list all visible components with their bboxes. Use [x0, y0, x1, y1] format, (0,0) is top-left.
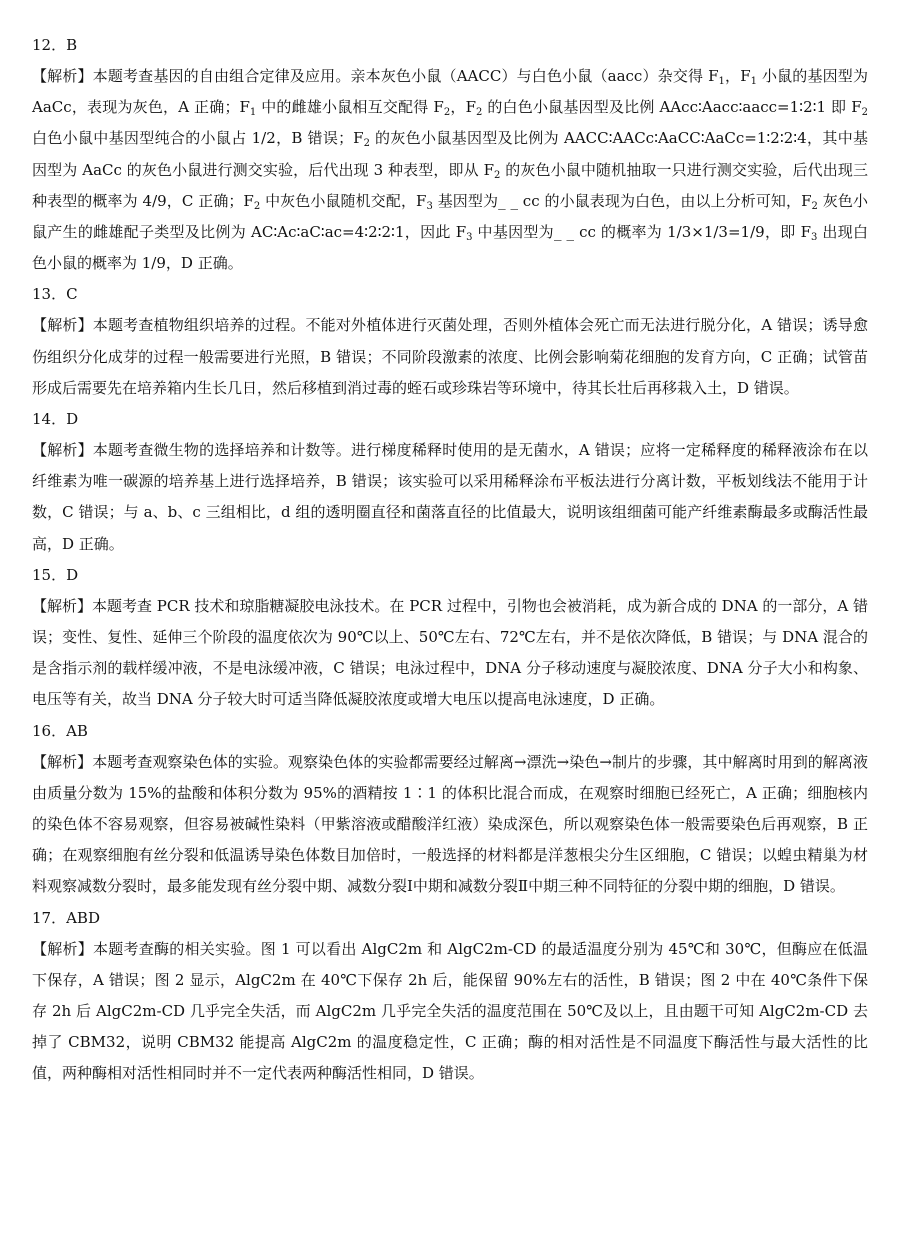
explanation-text	[32, 316, 868, 396]
analysis-tag: 【解析】	[32, 596, 93, 615]
question-13-explanation	[32, 310, 868, 404]
text-run: 中基因型为_ _ cc 的概率为 1/3×1/3=1/9，即 F	[472, 223, 811, 242]
explanation-text	[32, 67, 868, 272]
question-16-explanation	[32, 747, 868, 903]
subscript: 2	[253, 200, 261, 212]
subscript: 2	[363, 138, 370, 150]
explanation-text	[32, 753, 868, 896]
text-run: 基因型为_ _ cc 的小鼠表现为白色，由以上分析可知，F	[432, 191, 812, 210]
text-run: 灰色小鼠产生的雌雄配子类型及比例为 AC∶Ac∶aC∶ac=4∶2∶2∶1，因此 F	[32, 191, 868, 242]
question-12-answer: 12．B	[32, 36, 78, 54]
text-run: 小鼠的基因型为 AaCc，表现为灰色，A 正确；F	[32, 67, 868, 117]
question-17-answer: 17．ABD	[32, 908, 100, 927]
analysis-tag: 【解析】	[32, 441, 93, 460]
subscript: 2	[476, 107, 483, 119]
subscript: 2	[811, 200, 818, 212]
explanation-text	[32, 441, 868, 553]
subscript: 1	[718, 76, 725, 87]
text-run: 本题考查基因的自由组合定律及应用。亲本灰色小鼠（AACC）与白色小鼠（aacc）杂交得 F	[92, 67, 719, 85]
text-run: 本题考查植物组织培养的过程。不能对外植体进行灭菌处理，否则外植体会死亡而无法进行脱分化，A 错误；诱导愈伤组织分化成芽的过程一般需要进行光照，B 错误；不同阶段激素的浓度、比例会影响菊花细胞的发育方向，C 正确；试管苗形成后需要先在培养箱内生长几日，然后移植到消过毒的蛭石或珍珠岩等环境中，待其长壮后再移栽入土，D 错误。	[32, 316, 868, 397]
subscript: 2	[494, 169, 501, 181]
text-run: 中的雌雄小鼠相互交配得 F	[256, 98, 444, 117]
text-run: 的灰色小鼠基因型及比例为 AACC∶AACc∶AaCC∶AaCc=1∶2∶2∶4，其中基因型为 AaCc 的灰色小鼠进行测交实验，后代出现 3 种表型，即从 F	[32, 129, 869, 179]
text-run: ，F	[450, 98, 476, 117]
text-run: 中灰色小鼠随机交配，F	[260, 191, 427, 210]
subscript: 1	[249, 107, 257, 119]
text-run: 的白色小鼠基因型及比例 AAcc∶Aacc∶aacc=1∶2∶1 即 F	[482, 98, 862, 117]
question-15-explanation	[32, 591, 868, 716]
question-12-explanation	[32, 61, 868, 279]
text-run: ，F	[724, 67, 751, 85]
text-run: 本题考查微生物的选择培养和计数等。进行梯度稀释时使用的是无菌水，A 错误；应将一定稀释度的稀释液涂布在以纤维素为唯一碳源的培养基上进行选择培养，B 错误；该实验可以采用稀释涂布平板法进行分离计数，平板划线法不能用于计数，C 错误；与 a、b、c 三组相比，d 组的透明圈直径和菌落直径的比值最大，说明该组细菌可能产纤维素酶最多或酶活性最高，D 正确。	[32, 441, 868, 553]
question-15-answer: 15．D	[32, 565, 79, 584]
subscript: 1	[750, 76, 758, 87]
subscript: 2	[861, 107, 868, 119]
text-run: 白色小鼠中基因型纯合的小鼠占 1/2，B 错误；F	[32, 129, 364, 148]
explanation-text	[32, 940, 868, 1083]
text-run: 本题考查观察染色体的实验。观察染色体的实验都需要经过解离→漂洗→染色→制片的步骤，其中解离时用到的解离液由质量分数为 15%的盐酸和体积分数为 95%的酒精按 1∶1 的体积比混合而成，在观察时细胞已经死亡，A 正确；细胞核内的染色体不容易观察，但容易被碱性染料（甲紫溶液或醋酸洋红液）染成深色，所以观察染色体一般需要染色后再观察，B 正确；在观察细胞有丝分裂和低温诱导染色体数目加倍时，一般选择的材料都是洋葱根尖分生区细胞，C 错误；以蝗虫精巢为材料观察减数分裂时，最多能发现有丝分裂中期、减数分裂Ⅰ中期和减数分裂Ⅱ中期三种不同特征的分裂中期的细胞，D 错误。	[32, 752, 868, 896]
question-16-answer: 16．AB	[32, 721, 88, 740]
text-run: 的灰色小鼠中随机抽取一只进行测交实验，后代出现三种表型的概率为 4/9，C 正确；F	[32, 160, 868, 210]
question-17-explanation	[32, 934, 868, 1090]
question-14-explanation	[32, 435, 868, 560]
analysis-tag: 【解析】	[32, 67, 93, 85]
text-run: 本题考查 PCR 技术和琼脂糖凝胶电泳技术。在 PCR 过程中，引物也会被消耗，成为新合成的 DNA 的一部分，A 错误；变性、复性、延伸三个阶段的温度依次为 90℃以上、50℃左右、72℃左右，并不是依次降低，B 错误；与 DNA 混合的是含指示剂的载样缓冲液，不是电泳缓冲液，C 错误；电泳过程中，DNA 分子移动速度与凝胶浓度、DNA 分子大小和构象、电压等有关，故当 DNA 分子较大时可适当降低凝胶浓度或增大电压以提高电泳速度，D 正确。	[32, 596, 868, 709]
question-14-answer: 14．D	[32, 410, 79, 429]
analysis-tag: 【解析】	[32, 939, 94, 958]
text-run: 出现白色小鼠的概率为 1/9，D 正确。	[32, 223, 868, 273]
analysis-tag: 【解析】	[32, 752, 93, 771]
subscript: 3	[466, 232, 473, 244]
explanation-text	[32, 597, 868, 709]
subscript: 3	[810, 232, 818, 244]
subscript: 2	[443, 107, 451, 119]
question-13-answer: 13．C	[32, 285, 78, 304]
analysis-tag: 【解析】	[32, 316, 93, 335]
text-run: 本题考查酶的相关实验。图 1 可以看出 AlgC2m 和 AlgC2m-CD 的最适温度分别为 45℃和 30℃，但酶应在低温下保存，A 错误；图 2 显示，AlgC2m 在 40℃下保存 2h 后，能保留 90%左右的活性，B 错误；图 2 中在 40℃条件下保存 2h 后 AlgC2m-CD 几乎完全失活，而 AlgC2m 几乎完全失活的温度范围在 50℃及以上，且由题干可知 AlgC2m-CD 去掉了 CBM32，说明 CBM32 能提高 AlgC2m 的温度稳定性，C 正确；酶的相对活性是不同温度下酶活性与最大活性的比值，两种酶相对活性相同时并不一定代表两种酶活性相同，D 错误。	[32, 939, 868, 1083]
subscript: 3	[426, 200, 433, 212]
